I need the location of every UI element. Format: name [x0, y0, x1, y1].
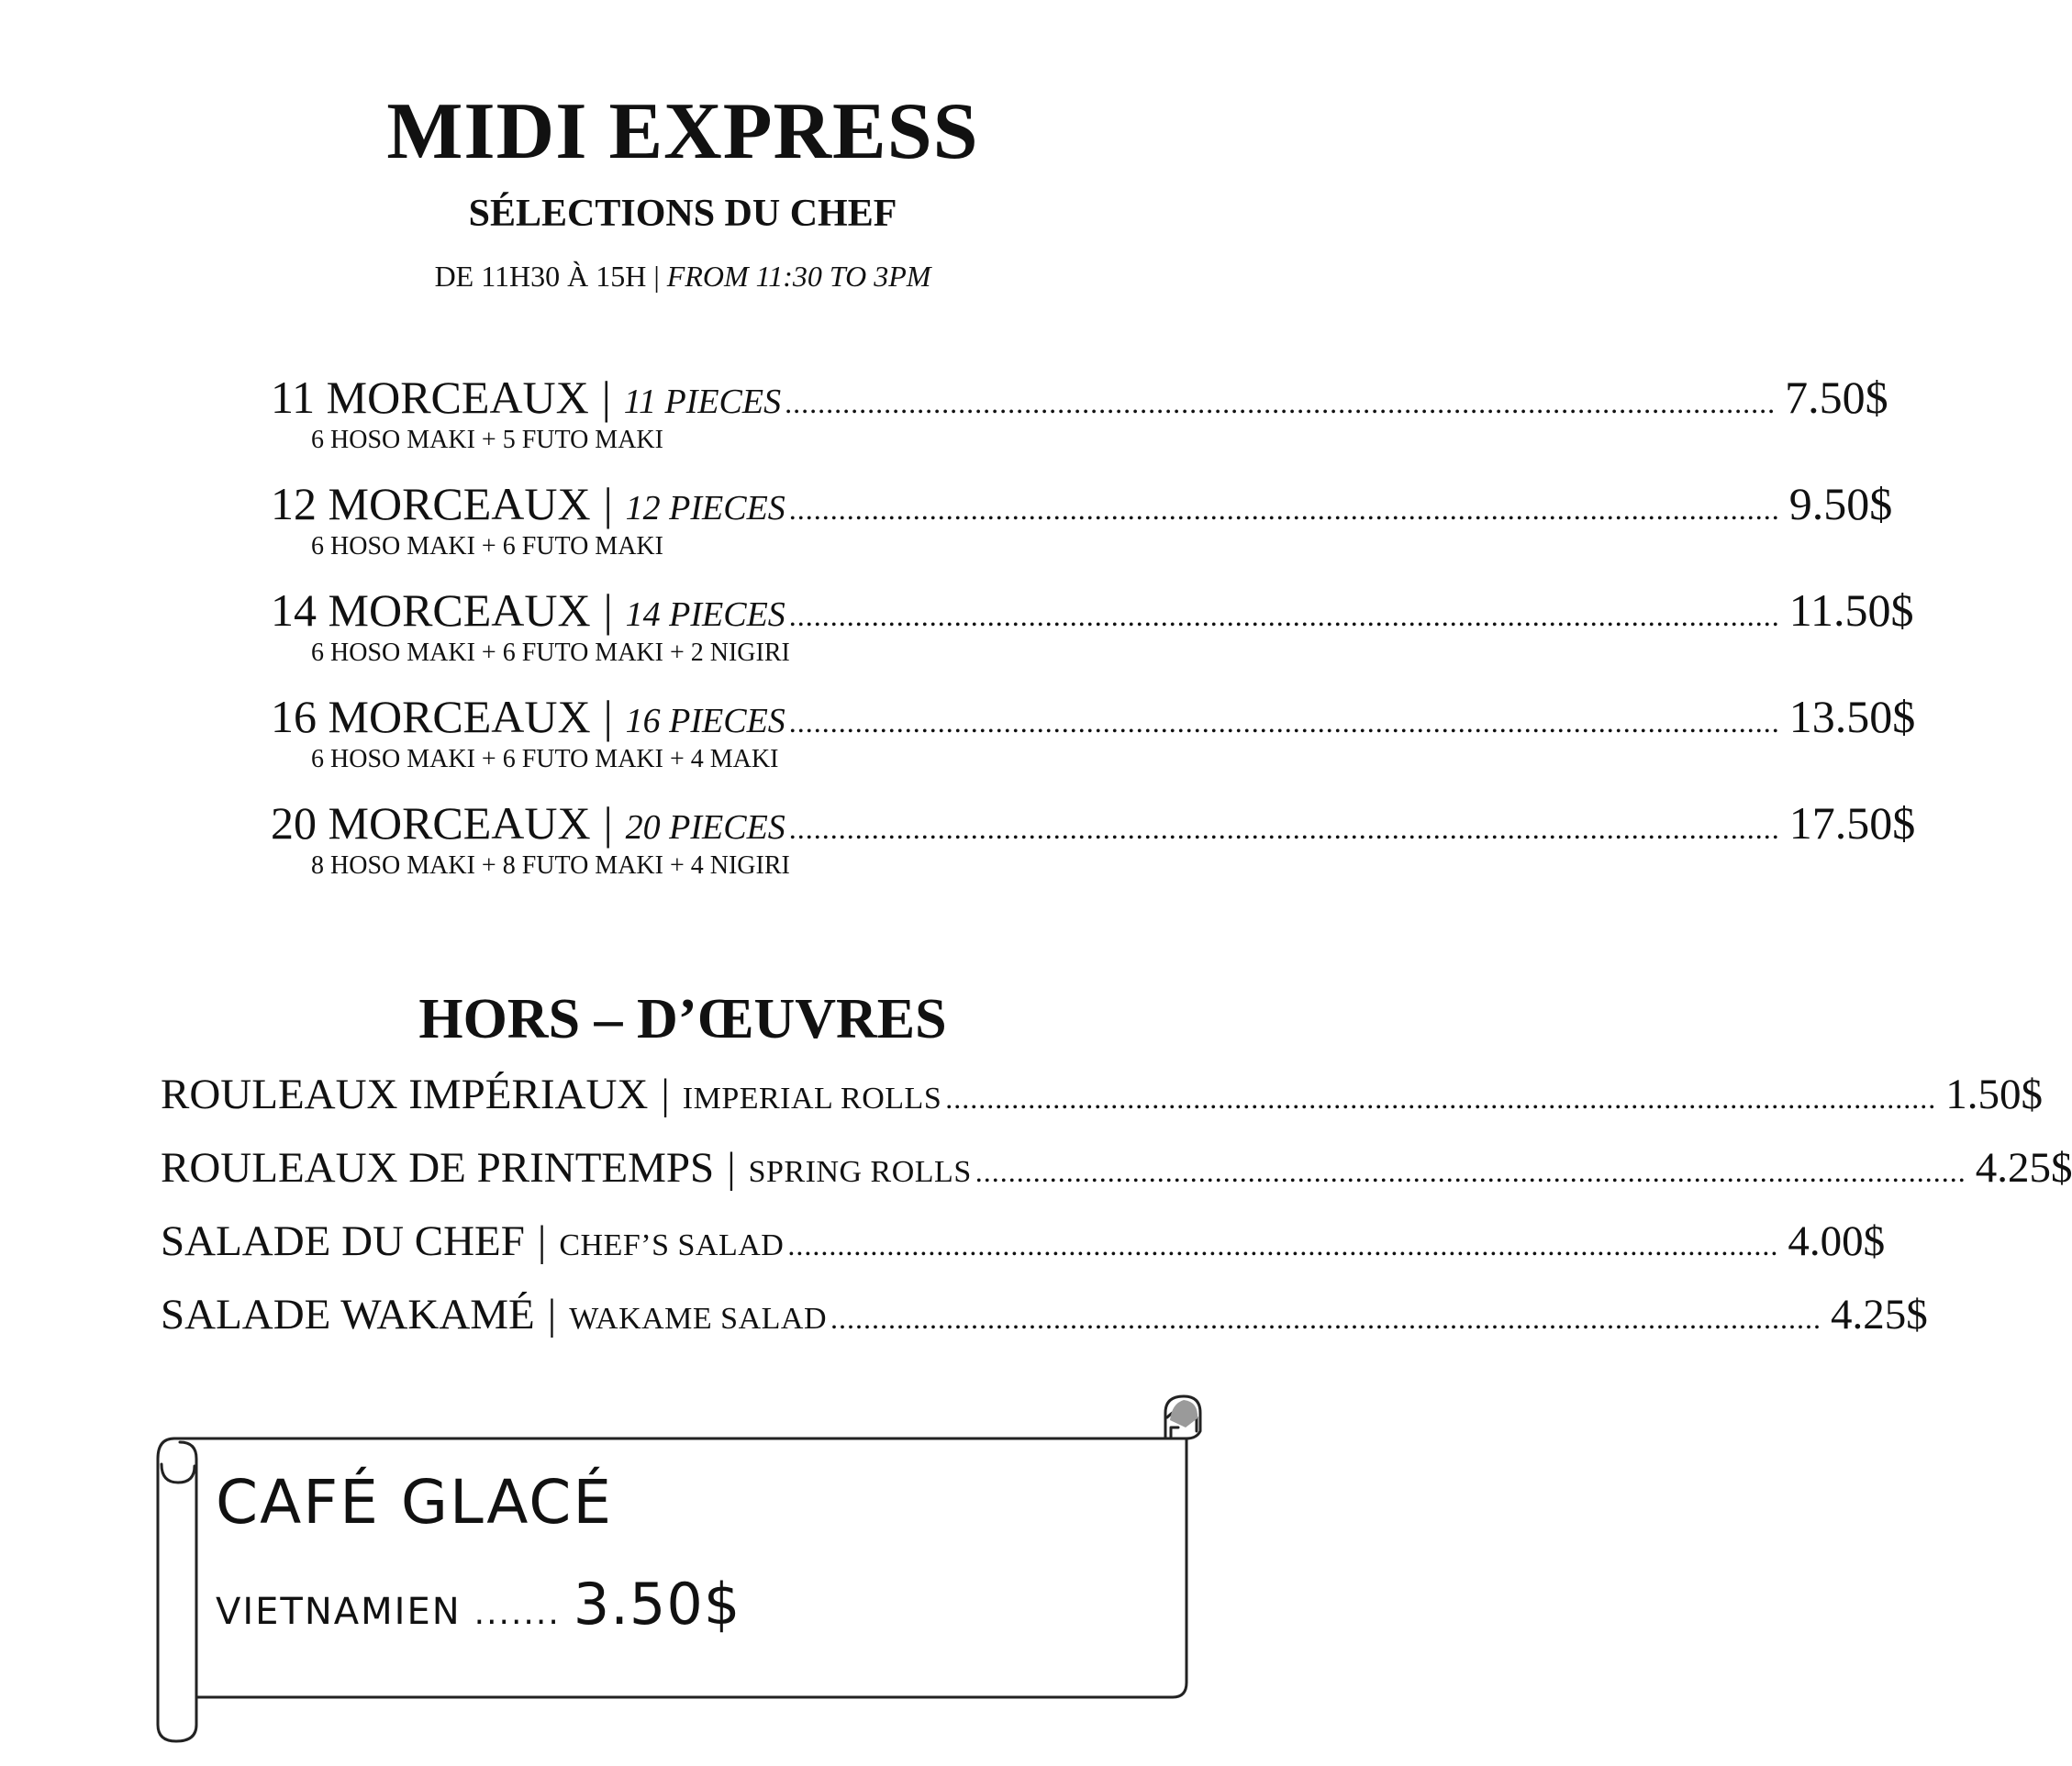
appetizer-item: [161, 1217, 1886, 1294]
cafe-item-price: 3.50$: [573, 1571, 741, 1638]
item-description: 6 HOSO MAKI + 6 FUTO MAKI + 2 NIGIRI: [311, 639, 790, 667]
sushi-section: [271, 372, 1916, 906]
item-price: 4.25$: [1975, 1144, 2072, 1192]
item-price: 17.50$: [1788, 797, 1916, 849]
dot-leader: ........................................................................................................................: [788, 599, 1780, 632]
dot-leader: ........................................................................................................................: [788, 493, 1780, 526]
item-name: 14 MORCEAUX: [271, 584, 591, 636]
dot-leader: ........................................................................................................................: [788, 705, 1780, 739]
item-name: ROULEAUX DE PRINTEMPS: [161, 1144, 715, 1192]
appetizer-item: [161, 1071, 2043, 1147]
item-name: SALADE DU CHEF: [161, 1217, 525, 1265]
item-description: 6 HOSO MAKI + 6 FUTO MAKI + 4 MAKI: [311, 745, 779, 773]
dot-leader: ........................................................................................................................: [787, 1228, 1779, 1261]
dot-leader: ........................................................................................................................: [785, 386, 1777, 419]
item-name-en: 16 PIECES: [625, 702, 785, 740]
sushi-item: [271, 372, 1888, 481]
item-separator: |: [603, 584, 613, 636]
item-separator: |: [601, 372, 611, 423]
item-price: 13.50$: [1788, 691, 1916, 742]
item-name-en: 12 PIECES: [625, 489, 785, 528]
item-description: 6 HOSO MAKI + 5 FUTO MAKI: [311, 426, 663, 454]
hours-fr: DE 11H30 À 15H: [434, 260, 647, 293]
item-price: 4.00$: [1788, 1217, 1886, 1265]
cafe-dot-leader: .......: [473, 1594, 561, 1632]
dot-leader: ........................................................................................................................: [830, 1302, 1822, 1335]
cafe-item: [216, 1571, 741, 1638]
item-name-en: CHEF’S SALAD: [559, 1228, 785, 1262]
menu-subtitle: SÉLECTIONS DU CHEF: [468, 193, 897, 235]
sushi-item: [271, 797, 1916, 906]
item-name: ROULEAUX IMPÉRIAUX: [161, 1071, 649, 1118]
item-separator: |: [727, 1144, 736, 1192]
item-name-en: 20 PIECES: [625, 808, 785, 847]
item-name: 11 MORCEAUX: [271, 372, 589, 423]
item-separator: |: [661, 1071, 670, 1118]
menu-title: MIDI EXPRESS: [386, 87, 979, 176]
item-price: 11.50$: [1788, 584, 1914, 636]
item-name-en: 14 PIECES: [625, 595, 785, 634]
item-separator: |: [547, 1291, 557, 1338]
service-hours: [0, 261, 1365, 291]
hours-separator: |: [653, 260, 660, 293]
item-separator: |: [603, 691, 613, 742]
item-name-en: 11 PIECES: [623, 383, 782, 421]
hors-doeuvres-section: [161, 1071, 2072, 1367]
item-name: 20 MORCEAUX: [271, 797, 591, 849]
item-price: 7.50$: [1785, 372, 1888, 423]
item-separator: |: [603, 797, 613, 849]
sushi-item: [271, 478, 1893, 587]
cafe-glace-title: CAFÉ GLACÉ: [216, 1467, 614, 1538]
item-price: 9.50$: [1788, 478, 1893, 529]
item-description: 8 HOSO MAKI + 8 FUTO MAKI + 4 NIGIRI: [311, 851, 790, 880]
appetizer-item: [161, 1291, 1928, 1367]
item-name-en: SPRING ROLLS: [748, 1155, 972, 1189]
item-name: 16 MORCEAUX: [271, 691, 591, 742]
hors-doeuvres-title: HORS – D’ŒUVRES: [418, 988, 947, 1050]
item-name: SALADE WAKAMÉ: [161, 1291, 535, 1338]
item-price: 4.25$: [1831, 1291, 1928, 1338]
appetizer-item: [161, 1144, 2072, 1220]
item-name-en: WAKAME SALAD: [569, 1302, 828, 1336]
sushi-item: [271, 691, 1916, 800]
item-description: 6 HOSO MAKI + 6 FUTO MAKI: [311, 532, 663, 561]
item-name-en: IMPERIAL ROLLS: [682, 1082, 942, 1116]
sushi-item: [271, 584, 1914, 694]
item-separator: |: [603, 478, 613, 529]
item-price: 1.50$: [1945, 1071, 2043, 1118]
dot-leader: ........................................................................................................................: [975, 1155, 1966, 1188]
item-name: 12 MORCEAUX: [271, 478, 591, 529]
dot-leader: ........................................................................................................................: [788, 812, 1780, 845]
cafe-item-name: VIETNAMIEN: [216, 1591, 462, 1633]
hours-en: FROM 11:30 TO 3PM: [666, 260, 931, 293]
item-separator: |: [537, 1217, 547, 1265]
dot-leader: ........................................................................................................................: [945, 1082, 1937, 1115]
